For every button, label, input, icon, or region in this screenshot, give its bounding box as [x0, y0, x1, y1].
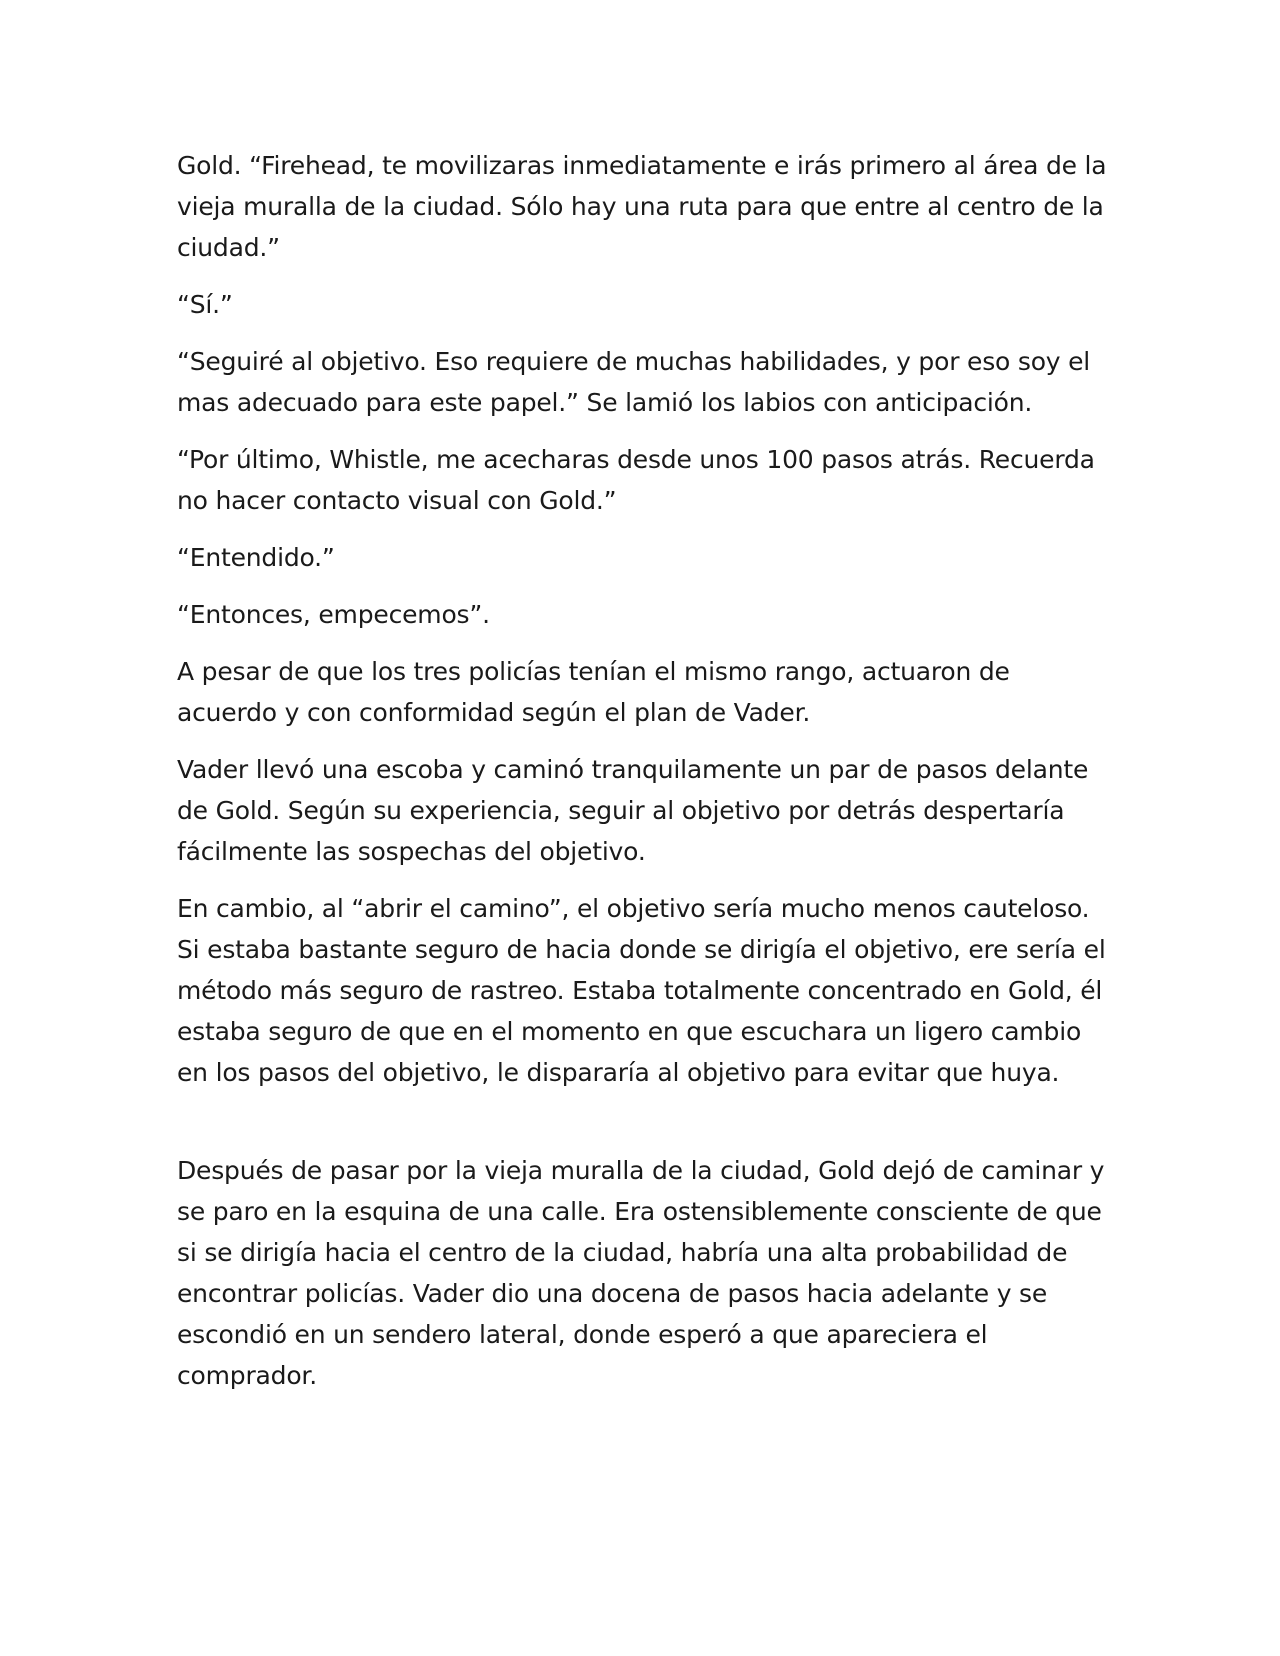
paragraph-3: “Seguiré al objetivo. Eso requiere de muchas habilidades, y por eso soy el mas adecuado para este papel.” Se lamió los labios con anticipación. [177, 347, 1091, 417]
document-body [177, 145, 1107, 1412]
paragraph-8: Vader llevó una escoba y caminó tranquilamente un par de pasos delante de Gold. Según su experiencia, seguir al objetivo por detrás despertaría fácilmente las sospechas del objetivo. [177, 755, 1089, 866]
paragraph-5: “Entendido.” [177, 543, 335, 572]
paragraph-2: “Sí.” [177, 290, 233, 319]
paragraph-1: Gold. “Firehead, te movilizaras inmediatamente e irás primero al área de la vieja muralla de la ciudad. Sólo hay una ruta para que entre al centro de la ciudad.” [177, 151, 1107, 262]
paragraph-9: En cambio, al “abrir el camino”, el objetivo sería mucho menos cauteloso. Si estaba bastante seguro de hacia donde se dirigía el objetivo, ere sería el método más seguro de rastreo. Estaba totalmente concentrado en Gold, él estaba seguro de que en el momento en que escuchara un ligero cambio en los pasos del objetivo, le dispararía al objetivo para evitar que huya. [177, 894, 1106, 1087]
paragraph-6: “Entonces, empecemos”. [177, 600, 490, 629]
paragraph-10: Después de pasar por la vieja muralla de la ciudad, Gold dejó de caminar y se paro en la esquina de una calle. Era ostensiblemente consciente de que si se dirigía hacia el centro de la ciudad, habría una alta probabilidad de encontrar policías. Vader dio una docena de pasos hacia adelante y se escondió en un sendero lateral, donde esperó a que apareciera el comprador. [177, 1156, 1105, 1390]
paragraph-7: A pesar de que los tres policías tenían el mismo rango, actuaron de acuerdo y con conformidad según el plan de Vader. [177, 657, 1010, 727]
paragraph-4: “Por último, Whistle, me acecharas desde unos 100 pasos atrás. Recuerda no hacer contacto visual con Gold.” [177, 445, 1095, 515]
